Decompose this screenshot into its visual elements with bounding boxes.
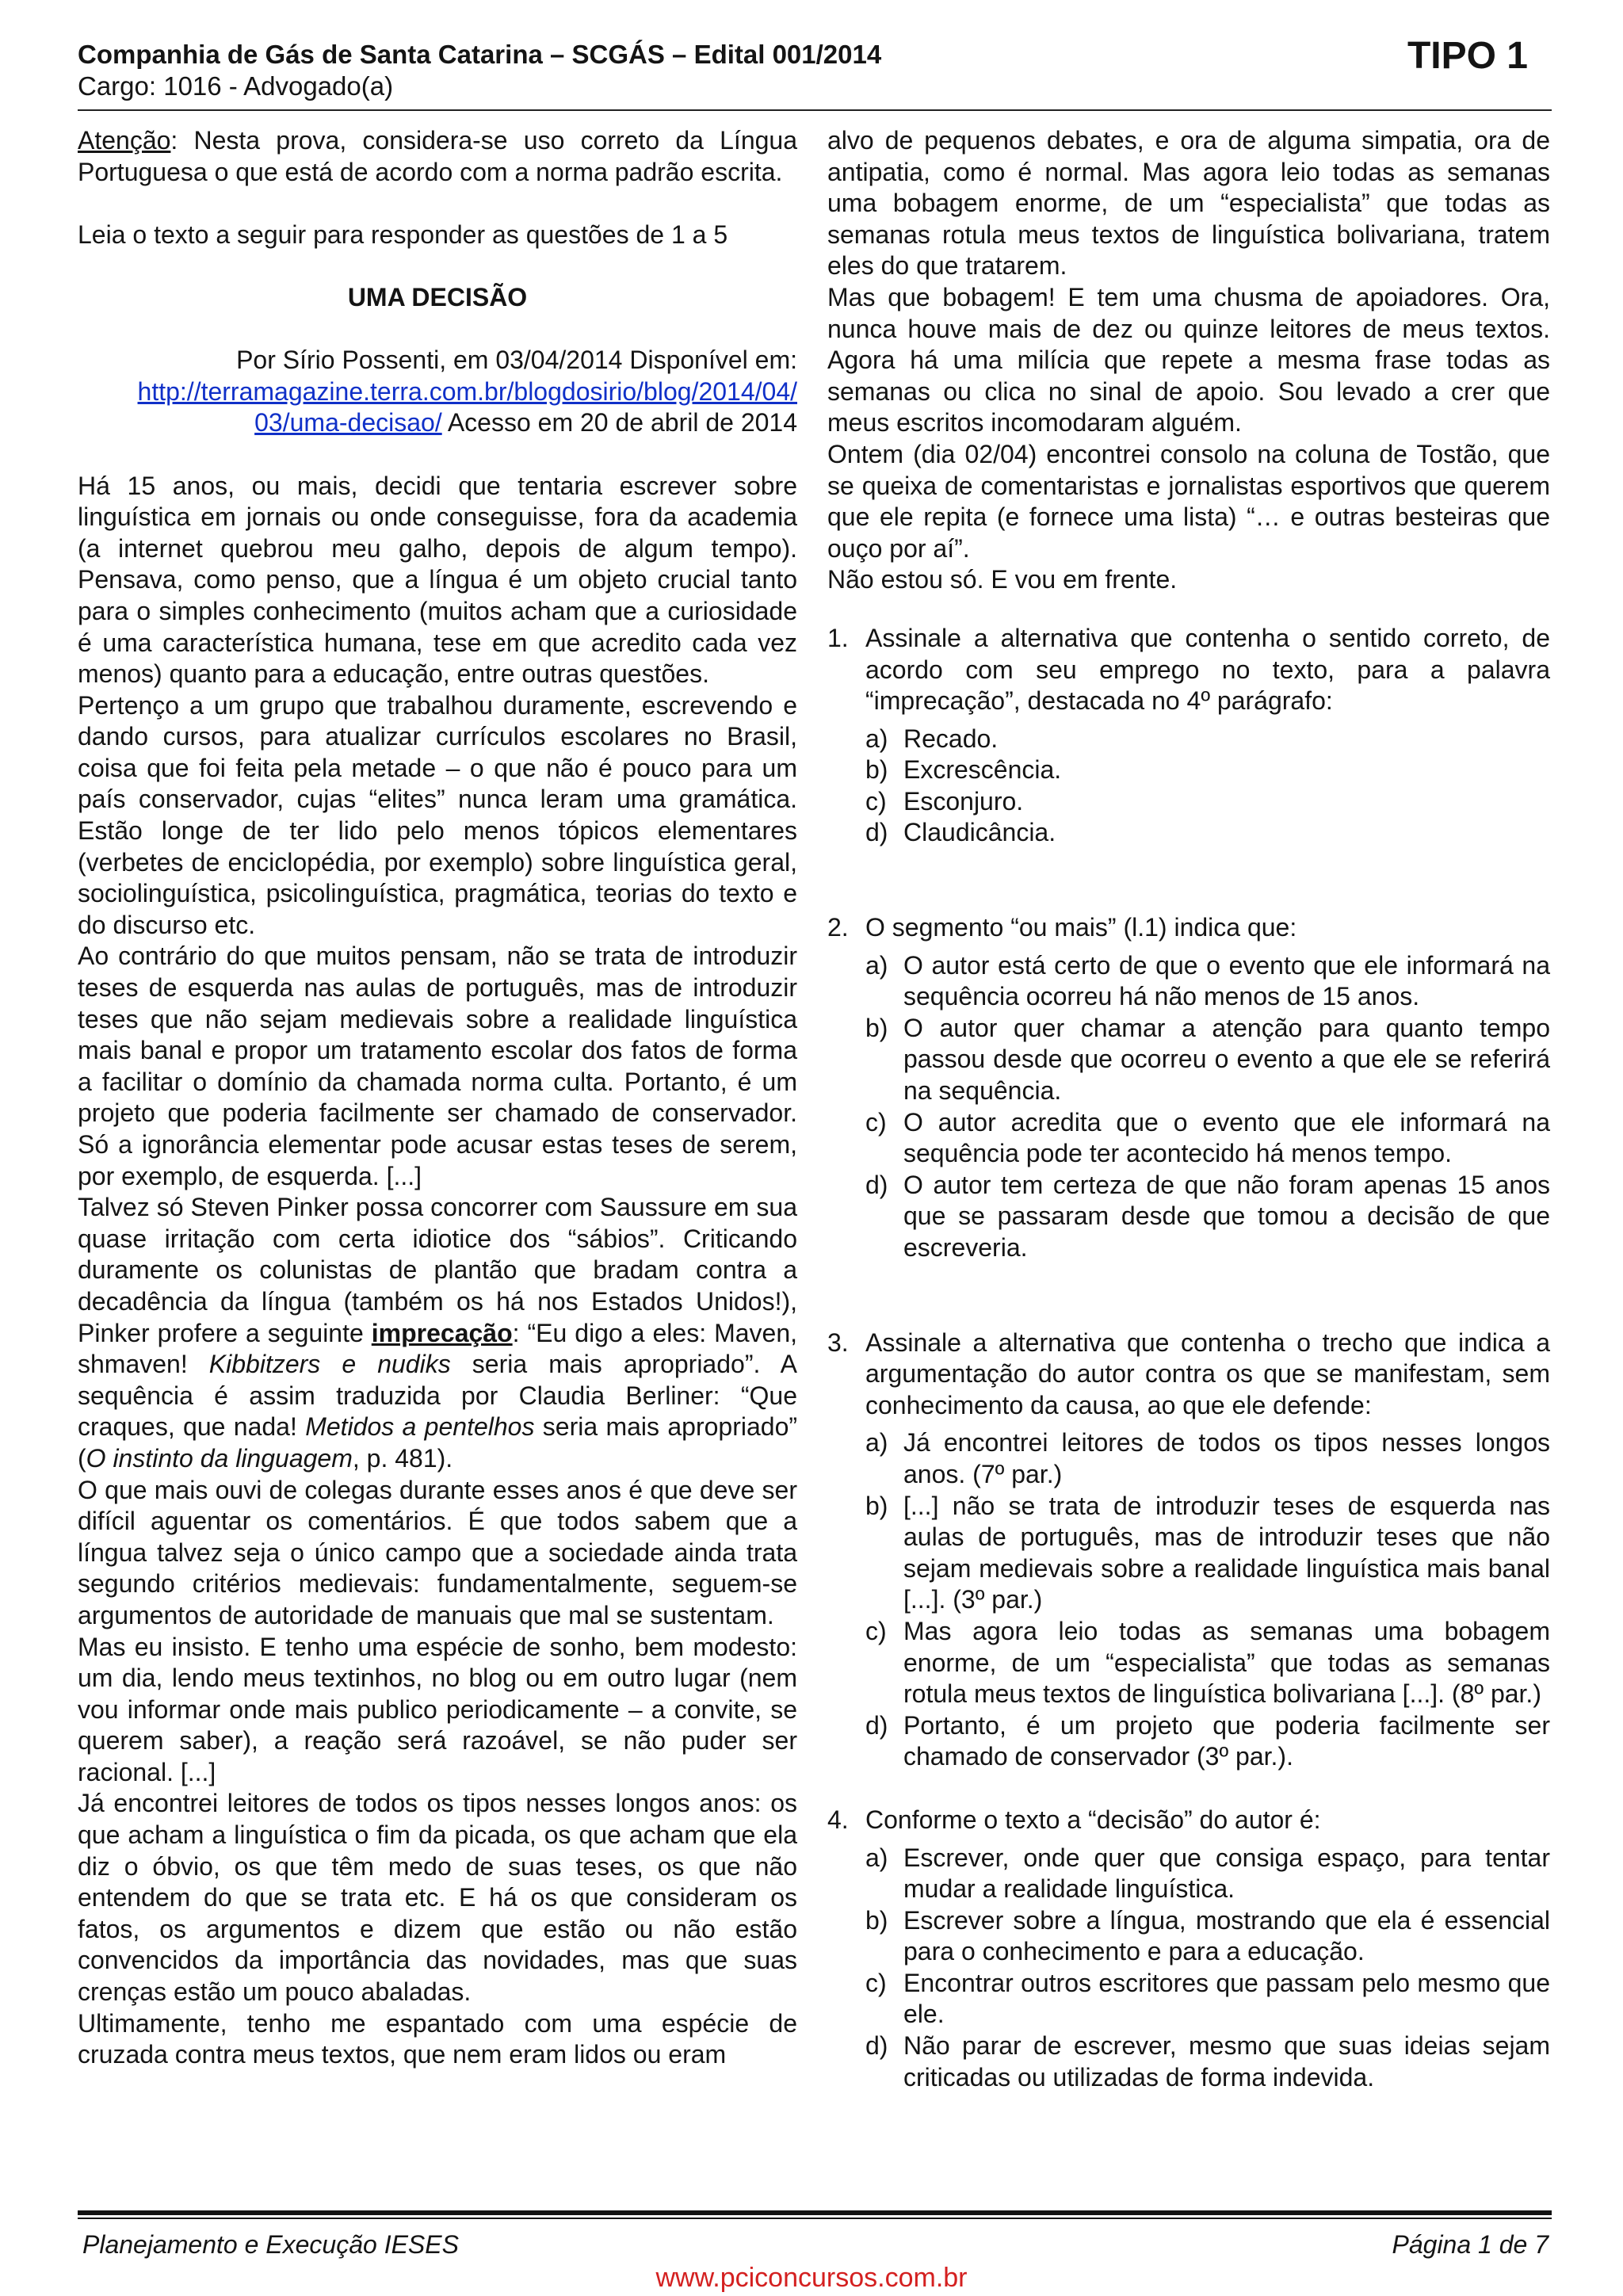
footer-divider-thick [78, 2210, 1552, 2215]
option-d[interactable] [865, 817, 1550, 849]
footer-organizer: Planejamento e Execução IESES [82, 2230, 459, 2259]
text-title: UMA DECISÃO [347, 282, 528, 311]
continuation-2: Mas que bobagem! E tem uma chusma de apoiadores. Ora, nunca houve mais de dez ou quinze leitores de meus textos. Agora há uma milícia que repete a mesma frase todas as semanas ou clica no sinal de apoio. Sou levado a crer que meus escritos incomodaram alguém. [827, 282, 1550, 437]
option-d[interactable] [865, 1710, 1550, 1773]
p4-italic-3: O instinto da linguagem [86, 1443, 353, 1473]
option-letter: b) [865, 1905, 888, 1935]
continuation-4: Não estou só. E vou em frente. [827, 565, 1178, 594]
option-d[interactable] [865, 2030, 1550, 2093]
question-text: O segmento “ou mais” (l.1) indica que: [865, 913, 1297, 942]
paragraph-2: Pertenço a um grupo que trabalhou duramente, escrevendo e dando cursos, para atualizar currículos escolares no Brasil, coisa que foi feita pela metade – o que não é pouco para um país conservador, cujas “elites” nunca leram uma gramática. Estão longe de ter lido pelo menos tópicos elementares (verbetes de enciclopédia, por exemplo) sobre linguística geral, sociolinguística, psicolinguística, pragmática, teorias do texto e do discurso etc. [78, 690, 797, 939]
source-link-part1[interactable]: http://terramagazine.terra.com.br/blogdosirio/blog/2014/04/ [137, 376, 797, 406]
option-b[interactable] [865, 1013, 1550, 1107]
option-text: O autor tem certeza de que não foram apenas 15 anos que se passaram desde que tomou a decisão de que escreveria. [903, 1170, 1550, 1262]
attention-text: : Nesta prova, considera-se uso correto da Língua Portuguesa o que está de acordo com a norma padrão escrita. [78, 126, 797, 186]
option-d[interactable] [865, 1170, 1550, 1264]
option-text: Escrever, onde quer que consiga espaço, para tentar mudar a realidade linguística. [903, 1843, 1550, 1904]
reading-instruction: Leia o texto a seguir para responder as questões de 1 a 5 [78, 220, 728, 249]
question-number: 2. [827, 913, 849, 942]
option-letter: c) [865, 1107, 887, 1137]
option-letter: a) [865, 724, 888, 753]
option-letter: a) [865, 1843, 888, 1872]
source-link-line-1 [78, 376, 797, 408]
option-b[interactable] [865, 1905, 1550, 1968]
option-letter: a) [865, 950, 888, 980]
option-letter: c) [865, 1616, 887, 1645]
option-text: Mas agora leio todas as semanas uma bobagem enorme, de um “especialista” que todas as semanas rotula meus textos de linguística bolivariana [...]. (8º par.) [903, 1616, 1550, 1709]
paragraph-7: Já encontrei leitores de todos os tipos nesses longos anos: os que acham a linguística o fim da picada, os que acham que ela diz o óbvio, os que têm medo de suas teses, os que não entendem do que se trata etc. E há os que consideram os fatos, os argumentos e dizem que estão ou não estão convencidos da importância das novidades, mas que suas crenças estão um pouco abaladas. [78, 1789, 797, 2007]
header-divider [78, 109, 1552, 111]
option-text: Não parar de escrever, mesmo que suas ideias sejam criticadas ou utilizadas de forma indevida. [903, 2031, 1550, 2092]
question-1 [827, 623, 1550, 849]
option-letter: b) [865, 755, 888, 785]
exam-header-cargo: Cargo: 1016 - Advogado(a) [78, 71, 394, 101]
paragraph-4 [78, 1192, 797, 1474]
question-text: Assinale a alternativa que contenha o trecho que indica a argumentação do autor contra os que se manifestam, sem conhecimento da causa, ao que ele defende: [865, 1328, 1550, 1419]
footer-divider-thin [78, 2218, 1552, 2219]
p4-text-a: Talvez só Steven Pinker possa concorrer com Saussure em sua quase irritação com certa idiotice dos “sábios”. Criticando duramente os colunistas de plantão que bradam contra a decadência da língua (também os há nos Estados Unidos!), Pinker profere a seguinte [78, 1193, 797, 1347]
paragraph-6: Mas eu insisto. E tenho uma espécie de sonho, bem modesto: um dia, lendo meus textinhos, no blog ou em outro lugar (nem vou informar onde mais publico periodicamente – a convite, se querem saber), a reação será razoável, se não puder ser racional. [...] [78, 1632, 797, 1786]
author-line: Por Sírio Possenti, em 03/04/2014 Disponível em: [236, 346, 797, 375]
option-letter: c) [865, 786, 887, 816]
option-letter: b) [865, 1013, 888, 1042]
source-link-line-2 [78, 407, 797, 439]
option-text: O autor quer chamar a atenção para quanto tempo passou desde que ocorreu o evento a que ele se referirá na sequência. [903, 1013, 1550, 1106]
question-number: 3. [827, 1328, 849, 1357]
attention-label: Atenção [78, 126, 171, 155]
option-text: Esconjuro. [903, 786, 1024, 816]
option-letter: d) [865, 1170, 888, 1199]
option-letter: d) [865, 818, 888, 847]
option-text: O autor acredita que o evento que ele informará na sequência pode ter acontecido há menos tempo. [903, 1107, 1550, 1168]
exam-header-title: Companhia de Gás de Santa Catarina – SCGÁS – Edital 001/2014 [78, 40, 882, 69]
option-text: [...] não se trata de introduzir teses de esquerda nas aulas de português, mas de introduzir teses que não sejam medievais sobre a realidade linguística mais banal [...]. (3º par.) [903, 1491, 1550, 1614]
option-letter: b) [865, 1491, 888, 1520]
option-text: Encontrar outros escritores que passam pelo mesmo que ele. [903, 1968, 1550, 2029]
option-text: Já encontrei leitores de todos os tipos nesses longos anos. (7º par.) [903, 1428, 1550, 1488]
option-text: Recado. [903, 724, 999, 753]
highlighted-word-imprecacao: imprecação [371, 1318, 513, 1347]
p4-text-d: seria mais apropriado” ( [78, 1412, 798, 1473]
option-c[interactable] [865, 1968, 1550, 2030]
option-a[interactable] [865, 950, 1550, 1013]
option-text: Excrescência. [903, 755, 1062, 785]
question-text: Assinale a alternativa que contenha o sentido correto, de acordo com seu emprego no texto, para a palavra “imprecação”, destacada no 4º parágrafo: [865, 623, 1550, 716]
paragraph-8: Ultimamente, tenho me espantado com uma espécie de cruzada contra meus textos, que nem eram lidos ou eram [78, 2008, 797, 2069]
question-text: Conforme o texto a “decisão” do autor é: [865, 1805, 1321, 1834]
p4-text-e: , p. 481). [352, 1443, 453, 1473]
option-text: Claudicância. [903, 818, 1056, 847]
option-letter: d) [865, 2031, 888, 2061]
question-number: 1. [827, 623, 849, 652]
paragraph-1: Há 15 anos, ou mais, decidi que tentaria escrever sobre linguística em jornais ou onde conseguisse, fora da academia (a internet quebrou meu galho, depois de algum tempo). Pensava, como penso, que a língua é um objeto crucial tanto para o simples conhecimento (muitos acham que a curiosidade é uma característica humana, tese em que acredito cada vez menos) quanto para a educação, entre outras questões. [78, 471, 797, 689]
option-text: Escrever sobre a língua, mostrando que ela é essencial para o conhecimento e para a educação. [903, 1905, 1550, 1966]
option-c[interactable] [865, 1616, 1550, 1710]
option-a[interactable] [865, 1427, 1550, 1490]
footer-website-watermark[interactable]: www.pciconcursos.com.br [655, 2263, 968, 2293]
option-c[interactable] [865, 786, 1550, 818]
left-column [78, 125, 797, 2071]
question-4 [827, 1805, 1550, 2093]
option-letter: a) [865, 1428, 888, 1457]
p4-text-c: seria mais apropriado”. A sequência é assim traduzida por Claudia Berliner: “Que craques, que nada! [78, 1350, 798, 1442]
option-text: Portanto, é um projeto que poderia facilmente ser chamado de conservador (3º par.). [903, 1710, 1550, 1771]
question-number: 4. [827, 1805, 849, 1834]
continuation-1: alvo de pequenos debates, e ora de alguma simpatia, ora de antipatia, como é normal. Mas agora leio todas as semanas uma bobagem enorme, de um “especialista” que todas as semanas rotula meus textos de linguística bolivariana, tratem eles do que tratarem. [827, 126, 1550, 281]
paragraph-5: O que mais ouvi de colegas durante esses anos é que deve ser difícil aguentar os comentários. É que todos sabem que a língua talvez seja o único campo que a sociedade ainda trata segundo critérios medievais: fundamentalmente, seguem-se argumentos de autoridade de manuais que mal se sustentam. [78, 1475, 797, 1629]
right-column [827, 125, 1550, 2093]
question-2 [827, 912, 1550, 1264]
continuation-3: Ontem (dia 02/04) encontrei consolo na coluna de Tostão, que se queixa de comentaristas e jornalistas esportivos que querem que ele repita (e fornece uma lista) “… e outras besteiras que ouço por aí”. [827, 439, 1550, 563]
option-letter: d) [865, 1710, 888, 1740]
question-3 [827, 1328, 1550, 1773]
footer-page-number: Página 1 de 7 [1392, 2230, 1549, 2259]
exam-type-label: TIPO 1 [1407, 35, 1528, 77]
source-link-part2[interactable]: 03/uma-decisao/ [254, 408, 442, 437]
p4-italic-2: Metidos a pentelhos [305, 1412, 535, 1442]
attention-note [78, 125, 797, 188]
access-date: Acesso em 20 de abril de 2014 [441, 408, 797, 437]
paragraph-3: Ao contrário do que muitos pensam, não se trata de introduzir teses de esquerda nas aulas de português, mas de introduzir teses que não sejam medievais sobre a realidade linguística mais banal e propor um tratamento escolar dos fatos de forma a facilitar o domínio da chamada norma culta. Portanto, é um projeto que poderia facilmente ser chamado de conservador. Só a ignorância elementar pode acusar estas teses de serem, por exemplo, de esquerda. [...] [78, 942, 797, 1190]
option-text: O autor está certo de que o evento que ele informará na sequência ocorreu há não menos de 15 anos. [903, 950, 1550, 1011]
option-b[interactable] [865, 1491, 1550, 1616]
option-a[interactable] [865, 724, 1550, 755]
option-b[interactable] [865, 755, 1550, 786]
option-a[interactable] [865, 1843, 1550, 1905]
option-letter: c) [865, 1968, 887, 1997]
p4-italic-1: Kibbitzers e nudiks [208, 1350, 451, 1379]
option-c[interactable] [865, 1107, 1550, 1170]
p4-text-b: : “Eu digo a eles: Maven, shmaven! [78, 1318, 798, 1379]
